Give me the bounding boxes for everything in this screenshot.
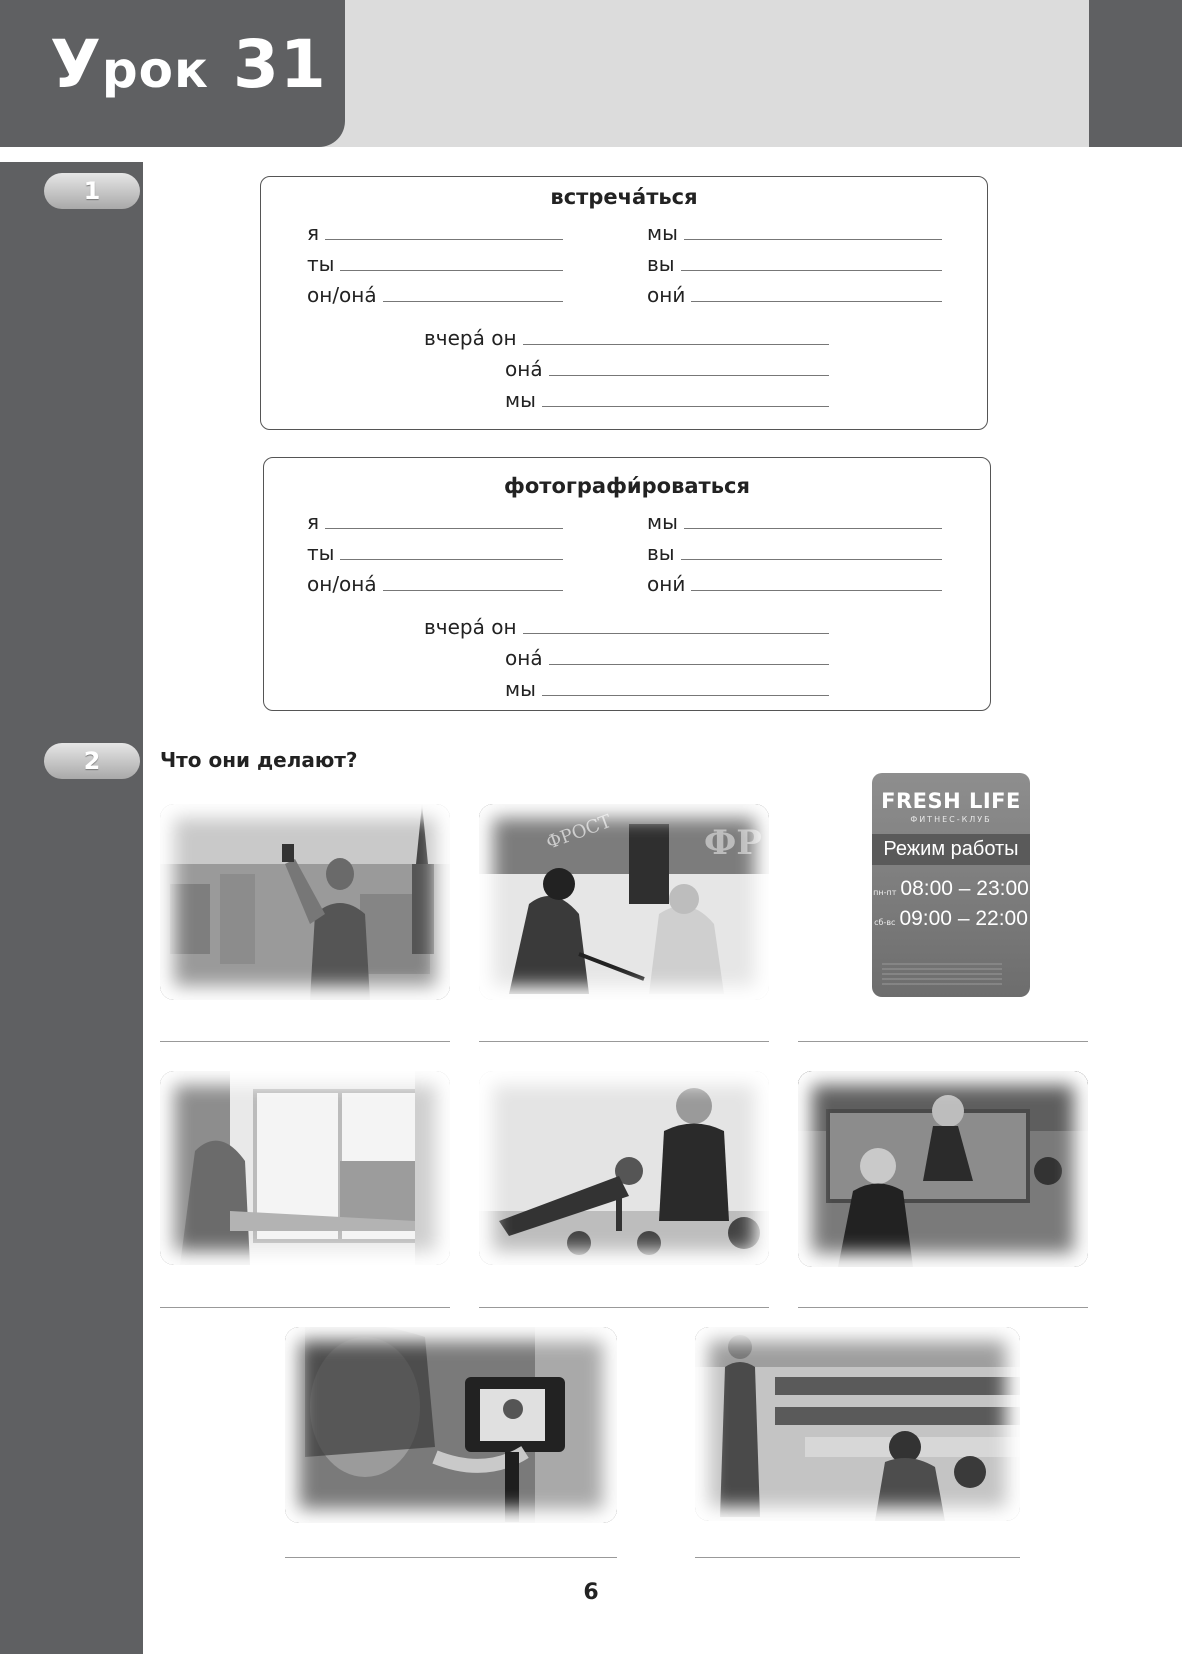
header-right-block	[1089, 0, 1182, 147]
answer-line[interactable]	[383, 301, 563, 302]
poster-heading: Режим работы	[872, 834, 1030, 865]
answer-line[interactable]	[325, 239, 563, 240]
exercise-1-badge: 1	[44, 173, 140, 209]
conj-row: ты	[307, 537, 563, 565]
exercise-2-title: Что они делают?	[160, 748, 358, 772]
answer-line[interactable]	[542, 695, 829, 696]
poster-hours-row: пн-пт 08:00 – 23:00	[873, 877, 1029, 900]
answer-line[interactable]	[479, 1307, 769, 1308]
poster-brand: FRESH LIFE	[881, 789, 1021, 813]
poster-fine-print	[882, 963, 1002, 985]
conj-row: мы	[647, 506, 942, 534]
tourist-image	[160, 804, 450, 1000]
past-row: вчера́ он	[424, 322, 829, 350]
page-number: 6	[583, 1580, 599, 1605]
answer-line[interactable]	[549, 375, 829, 376]
answer-line[interactable]	[523, 344, 829, 345]
answer-line[interactable]	[285, 1557, 617, 1558]
answer-line[interactable]	[549, 664, 829, 665]
lesson-tab	[0, 0, 345, 147]
answer-line[interactable]	[681, 559, 942, 560]
poster-subtitle: ФИТНЕС-КЛУБ	[910, 815, 992, 824]
answer-line[interactable]	[340, 559, 563, 560]
conj-row: я	[307, 506, 563, 534]
conj-row: они́	[647, 568, 942, 596]
rink-sign-frost: ФРОСТ	[543, 810, 615, 854]
conjugation-box	[263, 457, 991, 711]
left-sidebar	[0, 162, 143, 1654]
photo-window	[160, 1071, 450, 1265]
photo-tourist	[160, 804, 450, 1000]
photo-train-couple	[798, 1071, 1088, 1267]
conj-row: он/она́	[307, 568, 563, 596]
train-couple-image	[798, 1071, 1088, 1267]
conj-row: я	[307, 217, 563, 245]
answer-line[interactable]	[695, 1557, 1020, 1558]
answer-line[interactable]	[160, 1307, 450, 1308]
past-row: вчера́ он	[424, 611, 829, 639]
photo-lecture-hall	[695, 1327, 1020, 1521]
answer-line[interactable]	[684, 528, 942, 529]
answer-line[interactable]	[383, 590, 563, 591]
conj-row: мы	[647, 217, 942, 245]
past-row: она́	[505, 353, 829, 381]
answer-line[interactable]	[684, 239, 942, 240]
fitness-poster	[872, 773, 1030, 997]
exercise-2-badge: 2	[44, 743, 140, 779]
past-row: она́	[505, 642, 829, 670]
hockey-image	[479, 804, 769, 1000]
past-row: мы	[505, 673, 829, 701]
camera-selfie-image	[285, 1327, 617, 1523]
conj-row: вы	[647, 248, 942, 276]
lecture-hall-image	[695, 1327, 1020, 1521]
conjugation-box	[260, 176, 988, 430]
photo-trainer	[479, 1071, 769, 1265]
conj-row: вы	[647, 537, 942, 565]
answer-line[interactable]	[691, 590, 942, 591]
answer-line[interactable]	[340, 270, 563, 271]
window-image	[160, 1071, 450, 1265]
answer-line[interactable]	[479, 1041, 769, 1042]
conj-row: они́	[647, 279, 942, 307]
photo-camera-selfie	[285, 1327, 617, 1523]
answer-line[interactable]	[691, 301, 942, 302]
past-row: мы	[505, 384, 829, 412]
poster-hours-row: сб-вс 09:00 – 22:00	[874, 907, 1028, 930]
answer-line[interactable]	[681, 270, 942, 271]
answer-line[interactable]	[798, 1041, 1088, 1042]
trainer-image	[479, 1071, 769, 1265]
rink-sign-fr: ФР	[704, 823, 762, 863]
answer-line[interactable]	[160, 1041, 450, 1042]
answer-line[interactable]	[325, 528, 563, 529]
verb-heading: фотографи́роваться	[504, 474, 750, 498]
answer-line[interactable]	[523, 633, 829, 634]
conj-row: он/она́	[307, 279, 563, 307]
lesson-title: Урок 31	[50, 26, 327, 103]
verb-heading: встреча́ться	[550, 185, 698, 209]
answer-line[interactable]	[542, 406, 829, 407]
conj-row: ты	[307, 248, 563, 276]
photo-hockey	[479, 804, 769, 1000]
answer-line[interactable]	[798, 1307, 1088, 1308]
